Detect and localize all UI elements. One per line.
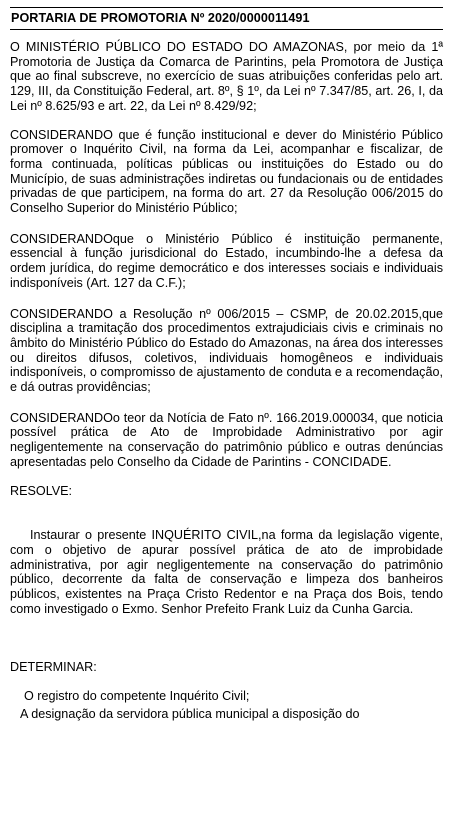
considerando-paragraph-3: CONSIDERANDO a Resolução nº 006/2015 – CSMP, de 20.02.2015,que disciplina a tramitação dos procedimentos extrajudiciais civis e criminais no âmbito do Ministério Público do Estado do Amazonas, na área dos interesses ou direitos difusos, coletivos, individuais homogêneos e individuais indisponíveis, o compromisso de ajustamento de conduta e a recomendação, e dá outras providências; — [10, 306, 443, 395]
considerando-paragraph-2: CONSIDERANDOque o Ministério Público é instituição permanente, essencial à função jurisdicional do Estado, incumbindo-lhe a defesa da ordem jurídica, do regime democrático e dos interesses sociais e individuais indisponíveis (Art. 127 da C.F.); — [10, 231, 443, 290]
document-title: PORTARIA DE PROMOTORIA Nº 2020/0000011491 — [10, 7, 443, 30]
considerando-paragraph-1: CONSIDERANDO que é função institucional e dever do Ministério Público promover o Inquérito Civil, na forma da Lei, acompanhar e fiscalizar, de forma continuada, políticas públicas ou instituições do Estado ou do Município, de suas administrações indiretas ou fundacionais ou de entidades privadas de que participem, na forma do art. 27 da Resolução 006/2015 do Conselho Superior do Ministério Público; — [10, 127, 443, 216]
considerando-paragraph-4: CONSIDERANDOo teor da Notícia de Fato nº. 166.2019.000034, que noticia possível prática de Ato de Improbidade Administrativo por agir negligentemente na conservação do patrimônio público e outras denúncias apresentadas pelo Conselho da Cidade de Parintins - CONCIDADE. — [10, 410, 443, 469]
resolve-heading: RESOLVE: — [10, 483, 73, 498]
instaurar-paragraph: Instaurar o presente INQUÉRITO CIVIL,na forma da legislação vigente, com o objetivo de apurar possível prática de ato de improbidade administrativa, por agir negligentemente na conservação do patrimônio público, decorrente da falta de conservação e limpeza dos banheiros públicos, existentes na Praça Cristo Redentor e na Praça dos Bois, tendo como investigado o Exmo. Senhor Prefeito Frank Luiz da Cunha Garcia. — [10, 528, 443, 616]
determinar-heading: DETERMINAR: — [10, 659, 97, 674]
list-item: O registro do competente Inquérito Civil; — [24, 689, 250, 704]
list-item: A designação da servidora pública municipal a disposição do — [20, 707, 360, 722]
intro-paragraph: O MINISTÉRIO PÚBLICO DO ESTADO DO AMAZONAS, por meio da 1ª Promotoria de Justiça da Comarca de Parintins, pela Promotora de Justiça que ao final subscreve, no exercício de suas atribuições conferidas pelo art. 129, III, da Constituição Federal, art. 8º, § 1º, da Lei nº 7.347/85, art. 26, I, da Lei nº 8.625/93 e art. 22, da Lei nº 8.429/92; — [10, 40, 443, 113]
